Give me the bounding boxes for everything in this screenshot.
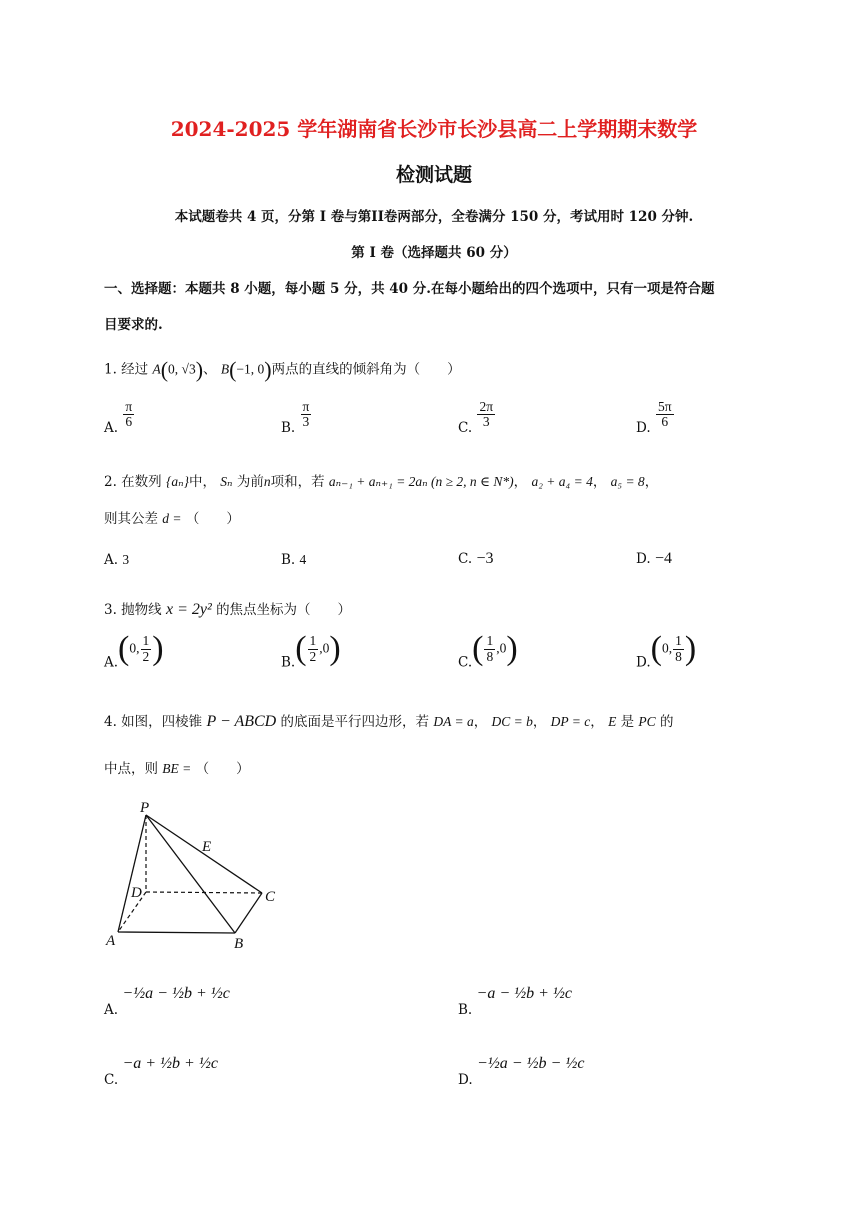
frac-num: 1 — [142, 633, 150, 649]
option-label: D. — [636, 420, 651, 437]
vector-da: DA = a — [433, 714, 474, 729]
section-heading: 第 I 卷（选择题共 60 分） — [351, 245, 517, 261]
parabola-equation: x = 2y² — [165, 601, 212, 618]
option-label: A. — [104, 654, 119, 671]
question-1-tail: 两点的直线的倾斜角为（ ） — [271, 361, 461, 378]
question-4-number: 4. 如图，四棱锥 — [104, 714, 203, 730]
option-label: A. — [104, 420, 119, 437]
point-e: E — [608, 714, 617, 729]
point-b-coord: −1, 0 — [236, 361, 265, 377]
stem-text: 则其公差 — [104, 511, 158, 527]
frac-den: 2 — [142, 648, 150, 664]
frac-num: 2π — [479, 399, 494, 414]
stem-text: 的底面是平行四边形，若 — [280, 714, 430, 730]
frac-num: 5π — [657, 399, 672, 414]
frac-den: 3 — [482, 414, 490, 430]
coord-part: ,0 — [319, 640, 330, 656]
q4-option-b[interactable] — [458, 985, 572, 1018]
q3-option-c[interactable]: C.( $\frac{1}{8}$ ,0) — [458, 630, 518, 671]
condition-sum: a₂ + a₄ = 4 — [531, 474, 593, 489]
question-4-stem: 4. 如图，四棱锥 P − ABCD 的底面是平行四边形，若 DA = a， DC = b， DP = c， E 是 PC 的 — [104, 713, 674, 730]
q1-option-c[interactable] — [458, 400, 496, 436]
option-label: D. — [636, 654, 651, 671]
frac-num: π — [125, 399, 133, 414]
q1-option-b[interactable] — [281, 400, 312, 436]
condition-a5: a₅ = 8 — [610, 474, 645, 489]
stem-text: 的 — [659, 714, 674, 730]
frac-num: π — [302, 399, 310, 414]
vector-be: BE = — [162, 761, 192, 776]
question-3-stem — [104, 598, 351, 619]
coord-part: ,0 — [496, 640, 507, 656]
stem-text: 项和，若 — [270, 474, 325, 490]
option-expression: −a − ½b + ½c — [476, 985, 573, 1002]
q1-option-d[interactable] — [636, 400, 675, 436]
pyramid-name: P − ABCD — [206, 713, 277, 730]
option-label: B. — [458, 1002, 473, 1018]
question-2-number: 2. 在数列 — [104, 474, 162, 490]
question-1-number: 1. 经过 — [104, 361, 149, 378]
stem-text: ， — [513, 474, 528, 490]
option-label: C. — [458, 551, 477, 567]
question-2-line2 — [104, 507, 240, 527]
recurrence-condition: aₙ₋₁ + aₙ₊₁ = 2aₙ (n ≥ 2, n ∈ N*) — [328, 474, 514, 489]
stem-text: 是 — [620, 714, 635, 730]
q4-option-d[interactable] — [458, 1055, 584, 1088]
q3-option-b[interactable]: B.( $\frac{1}{2}$ ,0) — [281, 630, 341, 671]
option-expression: −½a − ½b − ½c — [476, 1055, 585, 1072]
option-expression: −a + ½b + ½c — [122, 1055, 218, 1072]
document-subtitle: 检测试题 — [395, 164, 472, 186]
option-label: D. — [636, 551, 655, 567]
q4-option-c[interactable] — [104, 1055, 218, 1088]
q1-separator: 、 — [203, 361, 217, 378]
label-p: P — [140, 800, 150, 816]
vector-dc: DC = b — [491, 714, 533, 729]
instructions-line1: 一、选择题：本题共 8 小题，每小题 5 分，共 40 分.在每小题给出的四个选项中，只有一项是符合题 — [104, 281, 715, 297]
coord-part: 0, — [129, 640, 140, 656]
point-a-coord: 0, √3 — [168, 361, 196, 377]
instructions-line2: 目要求的. — [104, 317, 163, 333]
option-label: B. — [281, 420, 296, 437]
option-value: 3 — [122, 552, 130, 567]
stem-text: ， — [590, 714, 604, 730]
question-4-line2 — [104, 757, 250, 777]
option-value: −3 — [476, 550, 494, 567]
option-label: A. — [104, 1002, 119, 1018]
answer-blank: （ ） — [195, 761, 250, 777]
q2-option-c[interactable] — [458, 550, 493, 568]
coord-part: 0, — [661, 640, 673, 656]
q2-option-a[interactable] — [104, 552, 129, 568]
sum-symbol: Sₙ — [220, 474, 233, 489]
option-value: 4 — [299, 552, 307, 567]
option-label: B. — [281, 654, 296, 671]
answer-blank: （ ） — [185, 511, 240, 527]
frac-den: 3 — [302, 414, 310, 430]
q2-option-b[interactable] — [281, 552, 306, 568]
stem-text: 为前 — [236, 474, 264, 490]
stem-text: 中， — [189, 474, 216, 490]
frac-den: 8 — [675, 648, 682, 664]
frac-num: 1 — [309, 633, 317, 649]
question-3-number: 3. 抛物线 — [104, 602, 162, 618]
point-a: A — [152, 361, 161, 377]
option-label: B. — [281, 552, 300, 568]
option-expression: −½a − ½b + ½c — [122, 985, 230, 1002]
q1-option-a[interactable] — [104, 400, 135, 436]
frac-num: 1 — [675, 633, 682, 649]
stem-text: ， — [592, 474, 607, 490]
sequence-symbol: {aₙ} — [165, 474, 189, 489]
vector-dp: DP = c — [550, 714, 591, 729]
label-b: B — [234, 936, 244, 952]
segment-pc: PC — [638, 714, 656, 729]
option-label: C. — [458, 654, 473, 671]
pyramid-figure — [100, 795, 290, 955]
document-title: 2024-2025 学年湖南省长沙市长沙县高二上学期期末数学 — [170, 117, 698, 141]
question-1-stem: 1. 经过 A(0, √3)、 B(−1, 0)两点的直线的倾斜角为（ ） — [104, 357, 461, 382]
point-b: B — [220, 361, 230, 377]
stem-text: 的焦点坐标为（ ） — [216, 602, 352, 618]
label-d: D — [131, 885, 142, 901]
option-label: C. — [458, 420, 473, 437]
option-value: −4 — [654, 550, 672, 567]
label-a: A — [106, 933, 116, 949]
stem-text: ， — [644, 474, 659, 490]
stem-text: 中点，则 — [104, 761, 158, 777]
q3-option-a[interactable]: A.(0, $\frac{1}{2}$ ) — [104, 630, 164, 671]
frac-den: 6 — [125, 414, 133, 430]
option-label: A. — [104, 552, 123, 568]
question-2-stem — [104, 470, 658, 490]
n-symbol: n — [263, 474, 271, 489]
option-label: C. — [104, 1072, 119, 1088]
option-label: D. — [458, 1072, 473, 1088]
label-c: C — [265, 889, 276, 905]
label-e: E — [202, 839, 212, 855]
frac-den: 8 — [486, 648, 494, 664]
q3-option-d[interactable]: D.(0, $\frac{1}{8}$ ) — [636, 630, 697, 671]
q2-option-d[interactable] — [636, 550, 672, 568]
common-difference: d = — [162, 511, 182, 526]
frac-den: 2 — [309, 648, 317, 664]
exam-intro: 本试题卷共 4 页，分第 I 卷与第II卷两部分，全卷满分 150 分，考试用时 120 分钟. — [174, 209, 694, 225]
frac-num: 1 — [486, 633, 494, 649]
frac-den: 6 — [661, 414, 669, 430]
q4-option-a[interactable] — [104, 985, 230, 1018]
